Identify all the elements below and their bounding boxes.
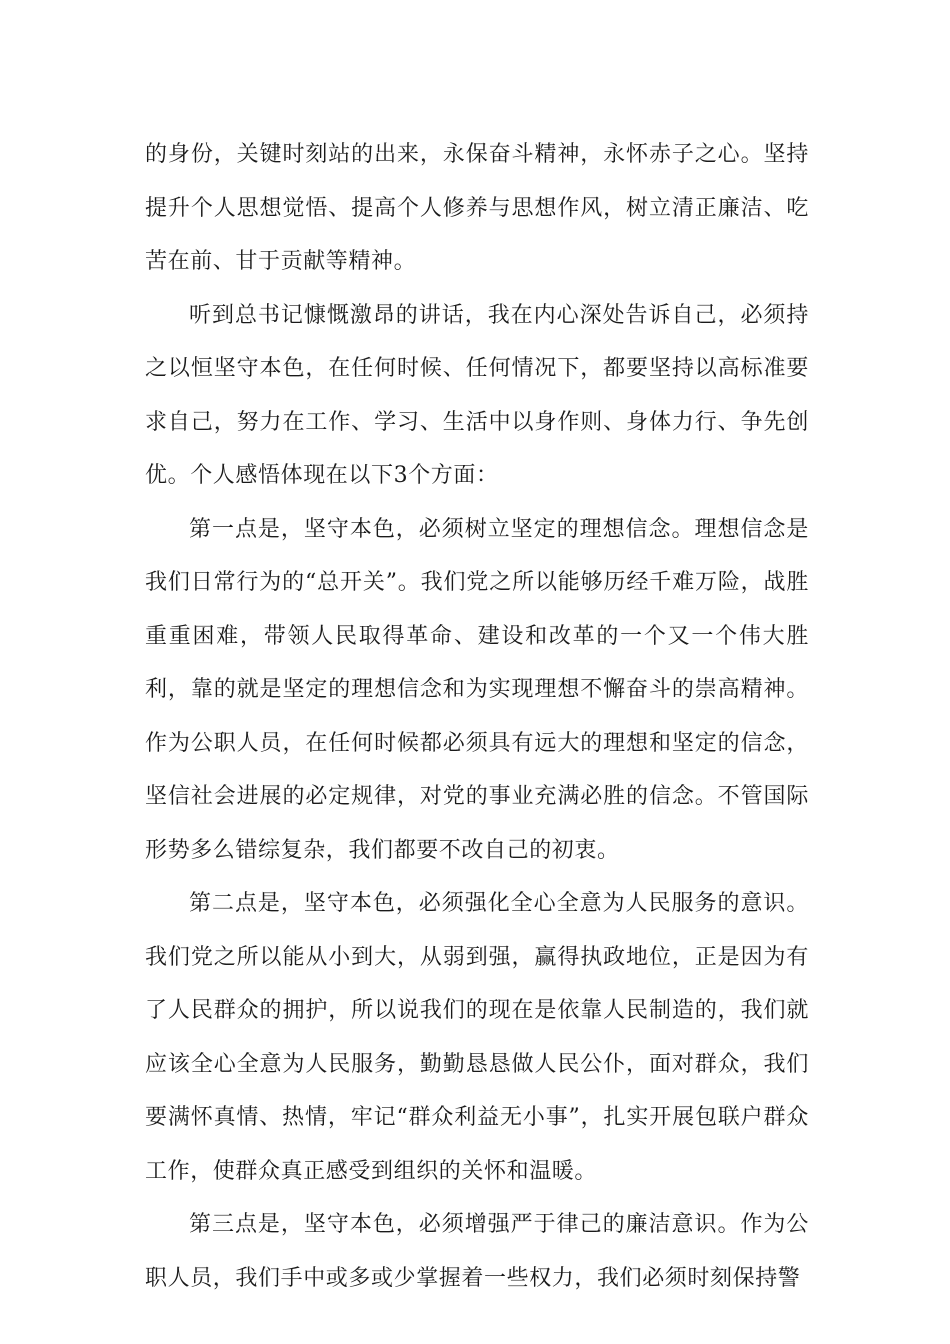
document-body	[145, 128, 809, 1305]
paragraph-point-two: 第二点是，坚守本色，必须强化全心全意为人民服务的意识。我们党之所以能从小到大，从弱到强，赢得执政地位，正是因为有了人民群众的拥护，所以说我们的现在是依靠人民制造的，我们就应该全心全意为人民服务，勤勤恳恳做人民公仆，面对群众，我们要满怀真情、热情，牢记“群众利益无小事”，扎实开展包联户群众工作，使群众真正感受到组织的关怀和温暖。	[145, 891, 809, 1184]
paragraph-point-three: 第三点是，坚守本色，必须增强严于律己的廉洁意识。作为公职人员，我们手中或多或少掌握着一些权力，我们必须时刻保持警	[145, 1212, 809, 1291]
paragraph-reflection: 听到总书记慷慨激昂的讲话，我在内心深处告诉自己，必须持之以恒坚守本色，在任何时候、任何情况下，都要坚持以高标准要求自己，努力在工作、学习、生活中以身作则、身体力行、争先创优。个人感悟体现在以下3个方面：	[145, 302, 809, 488]
paragraph-point-one: 第一点是，坚守本色，必须树立坚定的理想信念。理想信念是我们日常行为的“总开关”。我们党之所以能够历经千难万险，战胜重重困难，带领人民取得革命、建设和改革的一个又一个伟大胜利，靠的就是坚定的理想信念和为实现理想不懈奋斗的崇高精神。作为公职人员，在任何时候都必须具有远大的理想和坚定的信念，坚信社会进展的必定规律，对党的事业充满必胜的信念。不管国际形势多么错综复杂，我们都要不改自己的初衷。	[145, 516, 809, 863]
paragraph-continued: 的身份，关键时刻站的出来，永保奋斗精神，永怀赤子之心。坚持提升个人思想觉悟、提高个人修养与思想作风，树立清正廉洁、吃苦在前、甘于贡献等精神。	[145, 142, 809, 274]
